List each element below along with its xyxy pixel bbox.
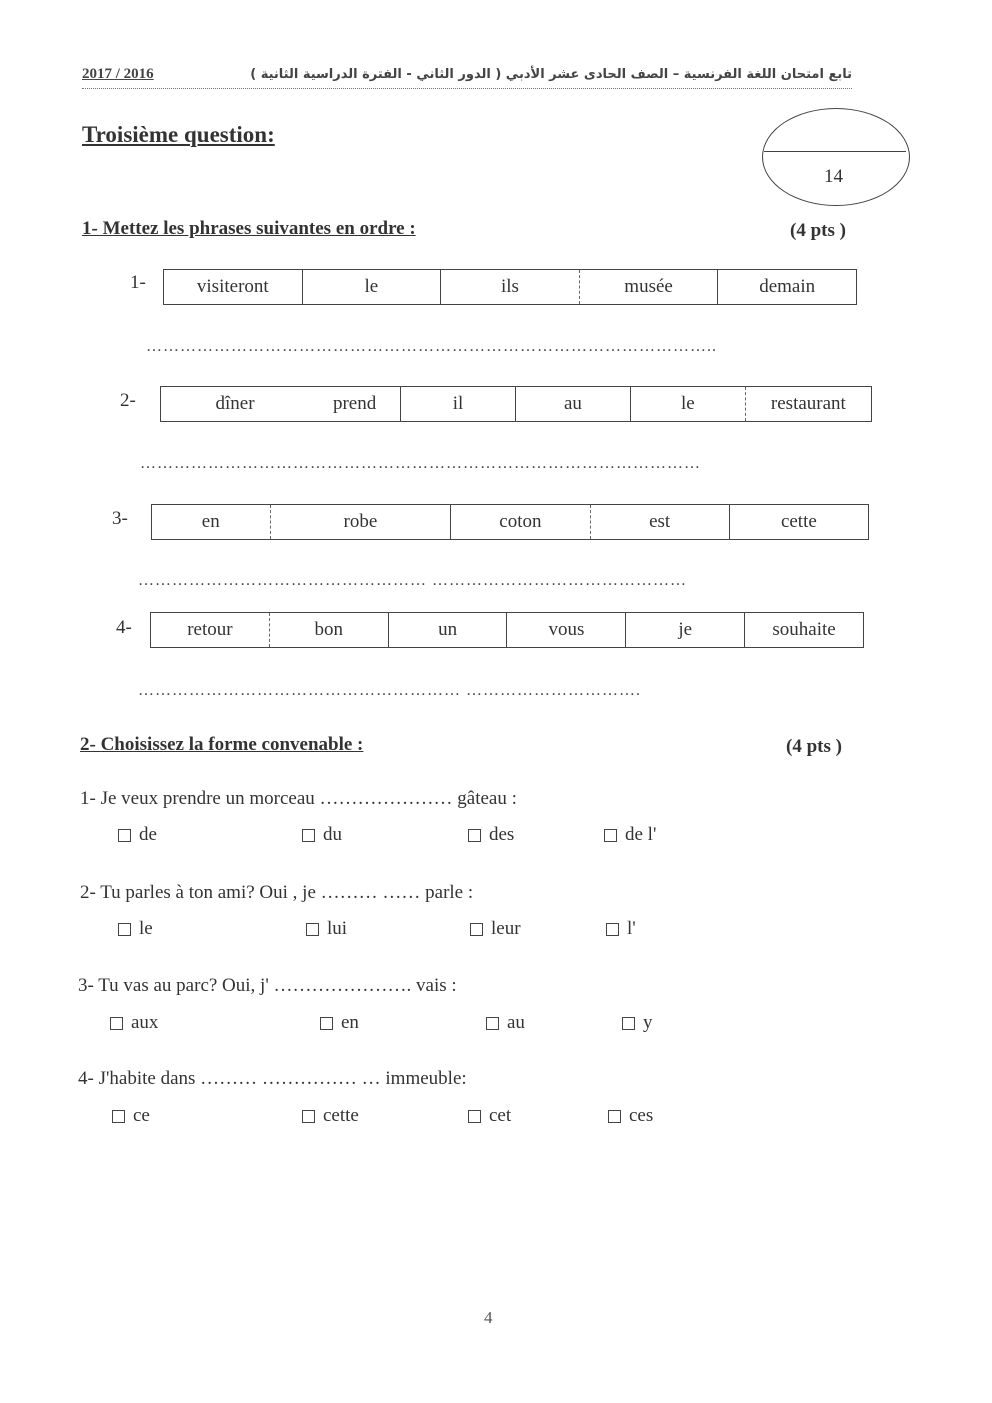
option-aux[interactable]: aux bbox=[110, 1012, 158, 1034]
word-box: cette bbox=[780, 511, 817, 532]
checkbox-icon[interactable] bbox=[622, 1017, 635, 1030]
mcq-question-1: 1- Je veux prendre un morceau ………………… gâteau : bbox=[80, 788, 517, 809]
word-box: en bbox=[152, 505, 271, 539]
option-cet[interactable]: cet bbox=[468, 1105, 511, 1127]
reorder-item-4-words bbox=[150, 612, 864, 648]
word-box: ils bbox=[441, 270, 580, 304]
reorder-item-1-number: 1- bbox=[130, 272, 146, 293]
option-ces[interactable]: ces bbox=[608, 1105, 653, 1127]
checkbox-icon[interactable] bbox=[470, 923, 483, 936]
checkbox-icon[interactable] bbox=[302, 1110, 315, 1123]
checkbox-icon[interactable] bbox=[486, 1017, 499, 1030]
checkbox-icon[interactable] bbox=[468, 829, 481, 842]
reorder-item-2-words bbox=[160, 386, 872, 422]
checkbox-icon[interactable] bbox=[112, 1110, 125, 1123]
section1-points: (4 pts ) bbox=[790, 220, 846, 241]
word-box: le bbox=[631, 387, 746, 421]
page-number: 4 bbox=[484, 1308, 493, 1327]
word-box: souhaite bbox=[772, 619, 836, 640]
section2-points: (4 pts ) bbox=[786, 736, 842, 757]
answer-line-4[interactable]: ………………………………………………… …………………………. bbox=[138, 682, 641, 699]
word-box: visiteront bbox=[164, 270, 303, 304]
checkbox-icon[interactable] bbox=[118, 829, 131, 842]
exam-subtitle: تابع امتحان اللغة الفرنسية – الصف الحادى عشر الأدبي ( الدور الثاني - الفترة الدراسية الثانية ) bbox=[250, 66, 852, 82]
option-du[interactable]: du bbox=[302, 824, 342, 846]
option-des[interactable]: des bbox=[468, 824, 514, 846]
word-box: le bbox=[303, 270, 442, 304]
word-box: musée bbox=[580, 270, 719, 304]
word-box: au bbox=[516, 387, 631, 421]
word-box: vous bbox=[507, 613, 626, 647]
checkbox-icon[interactable] bbox=[118, 923, 131, 936]
option-y[interactable]: y bbox=[622, 1012, 653, 1034]
mcq-question-2: 2- Tu parles à ton ami? Oui , je ……… …… parle : bbox=[80, 882, 474, 903]
section1-title: 1- Mettez les phrases suivantes en ordre : bbox=[82, 218, 416, 239]
word-box: dîner bbox=[215, 393, 255, 414]
option-de-l[interactable]: de l' bbox=[604, 824, 656, 846]
mcq-question-3: 3- Tu vas au parc? Oui, j' …………………. vais : bbox=[78, 975, 457, 996]
reorder-item-1-words bbox=[163, 269, 857, 305]
answer-line-3[interactable]: …………………………………………… ……………………………………… bbox=[138, 572, 687, 589]
option-de[interactable]: de bbox=[118, 824, 157, 846]
reorder-item-3-number: 3- bbox=[112, 508, 128, 529]
checkbox-icon[interactable] bbox=[608, 1110, 621, 1123]
reorder-item-3-words bbox=[151, 504, 869, 540]
reorder-item-2-number: 2- bbox=[120, 390, 136, 411]
word-box: un bbox=[389, 613, 508, 647]
checkbox-icon[interactable] bbox=[302, 829, 315, 842]
option-lui[interactable]: lui bbox=[306, 918, 347, 940]
score-divider bbox=[764, 151, 906, 152]
checkbox-icon[interactable] bbox=[320, 1017, 333, 1030]
exam-year: 2017 / 2016 bbox=[82, 65, 154, 82]
option-au[interactable]: au bbox=[486, 1012, 525, 1034]
option-en[interactable]: en bbox=[320, 1012, 359, 1034]
option-ce[interactable]: ce bbox=[112, 1105, 150, 1127]
word-box: il bbox=[401, 387, 516, 421]
checkbox-icon[interactable] bbox=[306, 923, 319, 936]
mcq-question-4: 4- J'habite dans ……… …………… … immeuble: bbox=[78, 1068, 467, 1089]
word-box: bon bbox=[270, 613, 389, 647]
answer-line-2[interactable]: ……………………………………………………………………………………… bbox=[140, 455, 701, 472]
checkbox-icon[interactable] bbox=[468, 1110, 481, 1123]
word-box: je bbox=[626, 613, 745, 647]
exam-header bbox=[82, 60, 852, 89]
checkbox-icon[interactable] bbox=[606, 923, 619, 936]
option-cette[interactable]: cette bbox=[302, 1105, 359, 1127]
score-total: 14 bbox=[824, 166, 843, 187]
word-box: est bbox=[591, 505, 730, 539]
answer-line-1[interactable]: ……………………………………………………………………………………….. bbox=[146, 338, 717, 355]
word-box: retour bbox=[151, 613, 270, 647]
option-leur[interactable]: leur bbox=[470, 918, 521, 940]
word-box: restaurant bbox=[770, 393, 846, 414]
word-box: prend bbox=[309, 387, 401, 421]
word-box: robe bbox=[271, 505, 452, 539]
option-l[interactable]: l' bbox=[606, 918, 636, 940]
option-le[interactable]: le bbox=[118, 918, 153, 940]
word-box: coton bbox=[451, 505, 590, 539]
score-oval bbox=[762, 108, 910, 206]
reorder-item-4-number: 4- bbox=[116, 617, 132, 638]
section2-title: 2- Choisissez la forme convenable : bbox=[80, 734, 364, 755]
checkbox-icon[interactable] bbox=[604, 829, 617, 842]
question-title: Troisième question: bbox=[82, 122, 275, 147]
word-box: demain bbox=[759, 276, 816, 297]
checkbox-icon[interactable] bbox=[110, 1017, 123, 1030]
